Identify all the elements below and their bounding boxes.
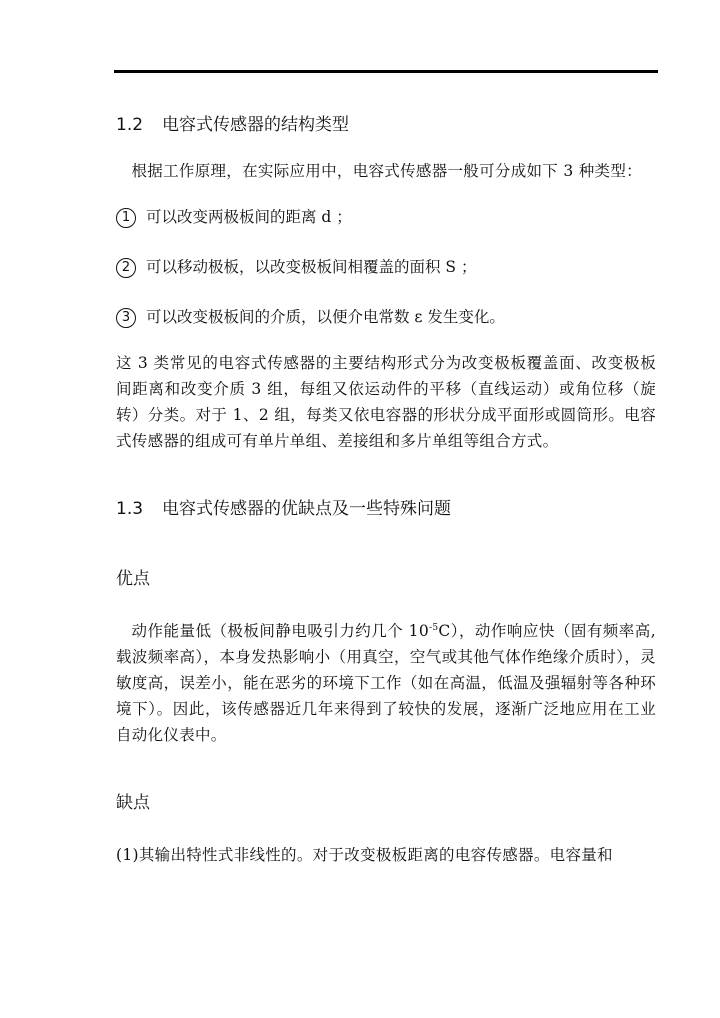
section-title: 电容式传感器的结构类型 bbox=[162, 115, 349, 135]
advantages-paragraph bbox=[116, 618, 656, 748]
disadvantages-paragraph: (1)其输出特性式非线性的。对于改变极板距离的电容传感器。电容量和 bbox=[116, 846, 613, 864]
list-item bbox=[116, 304, 656, 330]
advantages-heading: 优点 bbox=[116, 569, 150, 589]
section-number: 1.2 bbox=[116, 115, 144, 135]
advantages-text-part: C），动作响应快（固有频率高,载波频率高），本身发热影响小（用真空，空气或其他气体作绝缘介质时），灵敏度高，误差小，能在恶劣的环境下工作（如在高温，低温及强辐射等各种环境下）。因此，该传感器近几年来得到了较快的发展，逐渐广泛地应用在工业自动化仪表中。 bbox=[116, 622, 656, 744]
circled-number: 3 bbox=[116, 308, 136, 328]
circled-number: 1 bbox=[116, 208, 136, 228]
summary-paragraph: 这 3 类常见的电容式传感器的主要结构形式分为改变极板覆盖面、改变极板间距离和改变介质 3 组，每组又依运动件的平移（直线运动）或角位移（旋转）分类。对于 1、2 组，每类又依电容器的形状分成平面形或圆筒形。电容式传感器的组成可有单片单组、差接组和多片单组等组合方式。 bbox=[116, 354, 656, 450]
section-number: 1.3 bbox=[116, 499, 144, 519]
section-heading-1-2 bbox=[116, 110, 656, 140]
exponent: -5 bbox=[428, 623, 439, 633]
list-item bbox=[116, 204, 656, 230]
list-item bbox=[116, 254, 656, 280]
list-item-text: 可以改变极板间的介质，以便介电常数 ε 发生变化。 bbox=[146, 308, 505, 326]
intro-paragraph: 根据工作原理，在实际应用中，电容式传感器一般可分成如下 3 种类型： bbox=[131, 162, 642, 180]
document-body bbox=[116, 110, 656, 868]
list-item-text: 可以改变两极板间的距离 d ； bbox=[146, 208, 352, 226]
list-item-text: 可以移动极板，以改变极板间相覆盖的面积 S ； bbox=[146, 258, 477, 276]
header-rule bbox=[114, 70, 658, 73]
advantages-text-part: 动作能量低（极板间静电吸引力约几个 10 bbox=[131, 622, 429, 640]
circled-number: 2 bbox=[116, 258, 136, 278]
section-title: 电容式传感器的优缺点及一些特殊问题 bbox=[162, 499, 451, 519]
section-heading-1-3 bbox=[116, 494, 656, 524]
disadvantages-heading: 缺点 bbox=[116, 793, 150, 813]
